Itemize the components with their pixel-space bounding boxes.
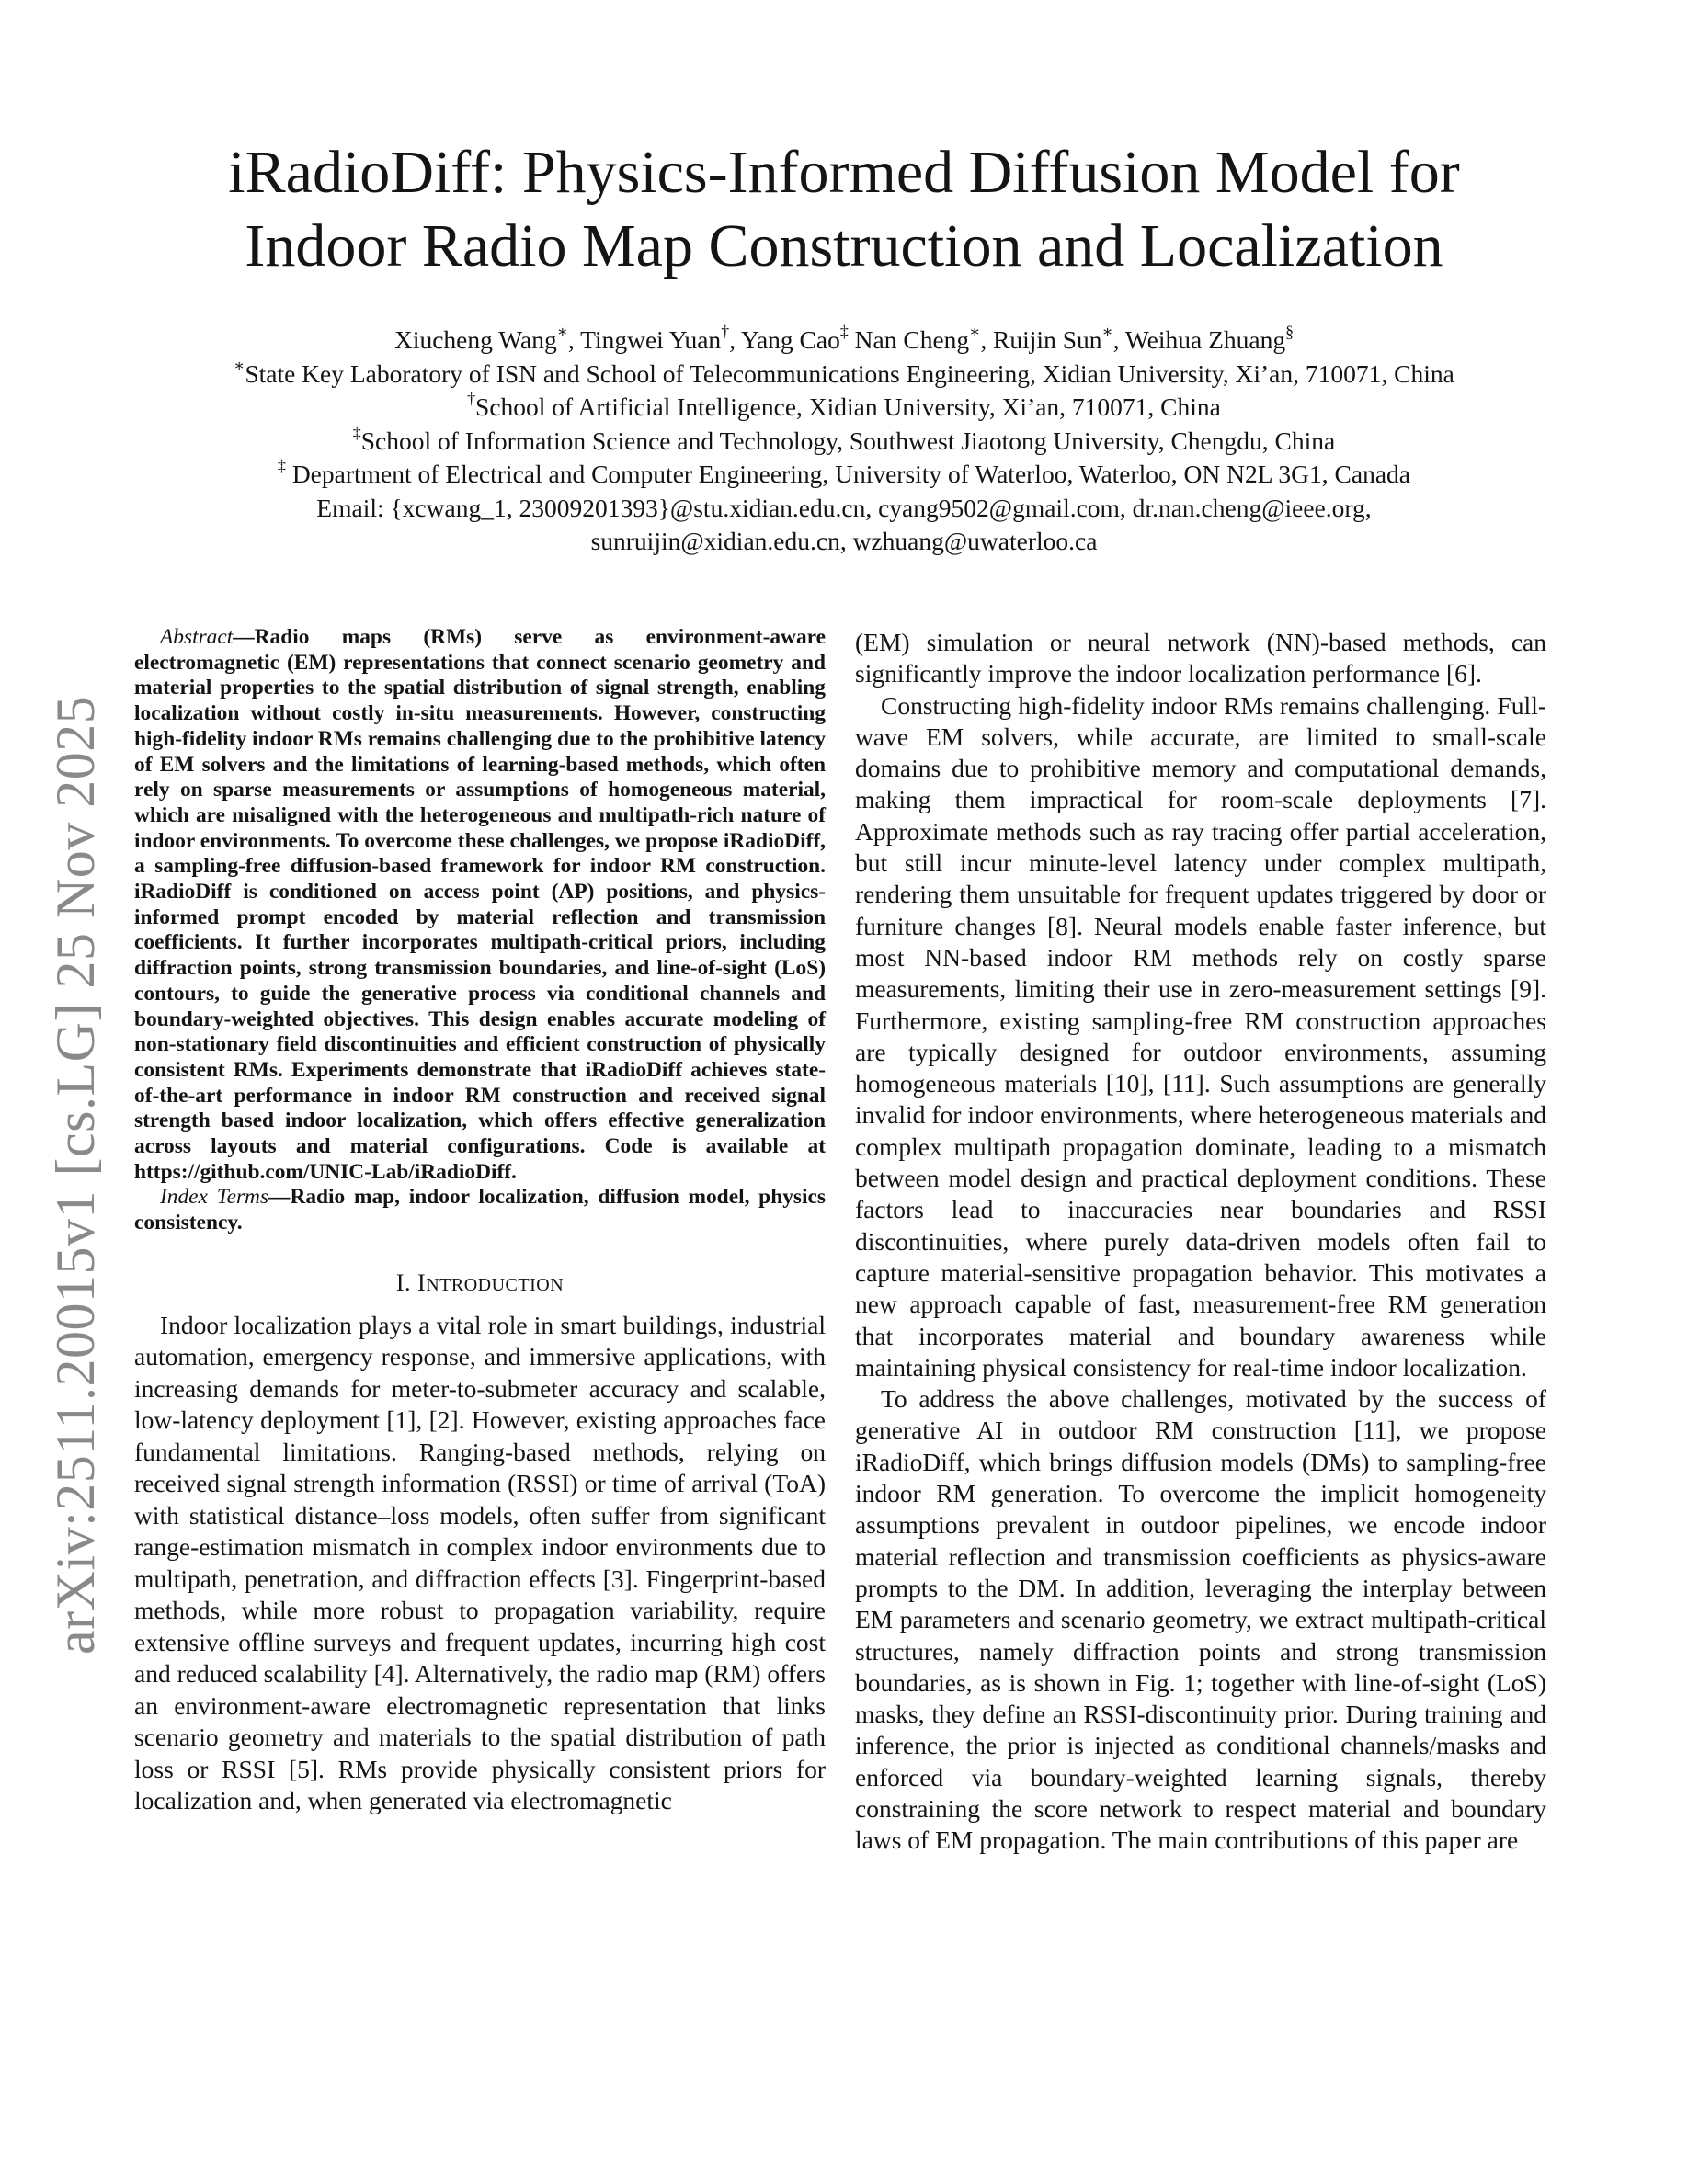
- index-terms: [134, 1185, 826, 1235]
- title-line-1: iRadioDiff: Physics-Informed Diffusion Model for: [228, 139, 1460, 206]
- affil-mark: ‡: [278, 456, 286, 475]
- author: Nan Cheng: [854, 325, 970, 354]
- author-block: [138, 324, 1550, 559]
- dash: —: [268, 1185, 291, 1210]
- affil-mark: †: [467, 389, 476, 408]
- right-column: [855, 627, 1546, 1857]
- author: Weihua Zhuang: [1124, 325, 1286, 354]
- intro-paragraph-1: Indoor localization plays a vital role in smart buildings, industrial automation, emergency response, and immersive applications, with increasing demands for meter-to-submeter accuracy and scalable, low-latency deployment [1], [2]. However, existing approaches face fundamental limitations. Ranging-based methods, relying on received signal strength information (RSSI) or time of arrival (ToA) with statistical distance–loss models, often suffer from significant range-estimation mismatch in complex indoor environments due to multipath, penetration, and diffraction effects [3]. Fingerprint-based methods, while more robust to propagation variability, require extensive offline surveys and frequent updates, incurring high cost and reduced scalability [4]. Alternatively, the radio map (RM) offers an environment-aware electromagnetic representation that links scenario geometry and materials to the spatial distribution of path loss or RSSI [5]. RMs provide physically consistent priors for localization and, when generated via electromagnetic: [134, 1310, 826, 1815]
- email-line: Email: {xcwang_1, 23009201393}@stu.xidian.edu.cn, cyang9502@gmail.com, dr.nan.cheng@ieee.org,: [316, 493, 1372, 522]
- affiliation: [138, 391, 1550, 425]
- author: Xiucheng Wang: [393, 325, 557, 354]
- affil-mark: §: [1285, 322, 1295, 341]
- section-initial: I: [417, 1268, 427, 1296]
- email-line: sunruijin@xidian.edu.cn, wzhuang@uwaterloo.ca: [590, 527, 1098, 555]
- section-heading-introduction: [134, 1269, 826, 1299]
- affiliation-text: School of Artificial Intelligence, Xidian University, Xi’an, 710071, China: [475, 392, 1221, 421]
- arxiv-identifier-stamp: arXiv:2511.20015v1 [cs.LG] 25 Nov 2025: [45, 695, 106, 1655]
- affil-mark: ∗: [969, 322, 981, 341]
- paper-title: [138, 136, 1550, 283]
- abstract-label: Abstract: [160, 625, 234, 649]
- intro-paragraph-2: Constructing high-fidelity indoor RMs remains challenging. Full-wave EM solvers, while accurate, are limited to small-scale domains due to prohibitive memory and computational demands, making them impractical for room-scale deployments [7]. Approximate methods such as ray tracing offer partial acceleration, but still incur minute-level latency under complex multipath, rendering them unsuitable for frequent updates triggered by door or furniture changes [8]. Neural models enable faster inference, but most NN-based indoor RM methods rely on costly sparse measurements, limiting their use in zero-measurement settings [9]. Furthermore, existing sampling-free RM construction approaches are typically designed for outdoor environments, assuming homogeneous materials [10], [11]. Such assumptions are generally invalid for indoor environments, where heterogeneous materials and complex multipath propagation dominate, leading to a mismatch between model design and practical deployment conditions. These factors lead to inaccuracies near boundaries and RSSI discontinuities, where purely data-driven models often fail to capture material-sensitive propagation behavior. This motivates a new approach capable of fast, measurement-free RM generation that incorporates material and boundary awareness while maintaining physical consistency for real-time indoor localization.: [855, 690, 1546, 1382]
- author: Tingwei Yuan: [580, 325, 722, 354]
- title-line-2: Indoor Radio Map Construction and Localization: [245, 212, 1443, 279]
- dash: —: [233, 625, 255, 649]
- section-title-rest: NTRODUCTION: [426, 1274, 565, 1295]
- index-terms-label: Index Terms: [160, 1185, 269, 1210]
- abstract: [134, 625, 826, 1185]
- left-column: [134, 625, 826, 1817]
- intro-paragraph-3: To address the above challenges, motivated by the success of generative AI in outdoor RM construction [11], we propose iRadioDiff, which brings diffusion models (DMs) to sampling-free indoor RM generation. To overcome the implicit homogeneity assumptions prevalent in outdoor pipelines, we encode indoor material reflection and transmission coefficients as physics-aware prompts to the DM. In addition, leveraging the interplay between EM parameters and scenario geometry, we extract multipath-critical structures, namely diffraction points and strong transmission boundaries, as is shown in Fig. 1; together with line-of-sight (LoS) masks, they define an RSSI-discontinuity prior. During training and inference, the prior is injected as conditional channels/masks and enforced via boundary-weighted learning signals, thereby constraining the score network to respect material and boundary laws of EM propagation. The main contributions of this paper are: [855, 1384, 1546, 1855]
- affil-mark: †: [721, 322, 730, 341]
- separator: ,: [567, 325, 581, 354]
- affiliation: [138, 425, 1550, 459]
- author: Yang Cao: [740, 325, 840, 354]
- affil-mark: ‡: [352, 423, 361, 441]
- section-numeral: I.: [395, 1268, 418, 1296]
- affiliation: [138, 358, 1550, 392]
- affil-mark: ∗: [1101, 322, 1113, 341]
- affiliation-text: School of Information Science and Technology, Southwest Jiaotong University, Chengdu, China: [360, 426, 1336, 455]
- separator: ,: [980, 325, 994, 354]
- affiliation-text: Department of Electrical and Computer Engineering, University of Waterloo, Waterloo, ON N2L 3G1, Canada: [285, 460, 1410, 488]
- index-terms-text: Radio map, indoor localization, diffusion model, physics consistency.: [134, 1185, 826, 1235]
- separator: ,: [1112, 325, 1125, 354]
- affil-mark: ‡: [839, 322, 849, 341]
- affiliation: [138, 458, 1550, 492]
- affil-mark: ∗: [556, 322, 568, 341]
- author: Ruijin Sun: [993, 325, 1102, 354]
- intro-paragraph-1-continued: (EM) simulation or neural network (NN)-based methods, can significantly improve the indoor localization performance [6].: [855, 628, 1546, 688]
- abstract-text: Radio maps (RMs) serve as environment-aware electromagnetic (EM) representations that connect scenario geometry and material properties to the spatial distribution of signal strength, enabling localization without costly in-situ measurements. However, constructing high-fidelity indoor RMs remains challenging due to the prohibitive latency of EM solvers and the limitations of learning-based methods, which often rely on sparse measurements or assumptions of homogeneous material, which are misaligned with the heterogeneous and multipath-rich nature of indoor environments. To overcome these challenges, we propose iRadioDiff, a sampling-free diffusion-based framework for indoor RM construction. iRadioDiff is conditioned on access point (AP) positions, and physics-informed prompt encoded by material reflection and transmission coefficients. It further incorporates multipath-critical priors, including diffraction points, strong transmission boundaries, and line-of-sight (LoS) contours, to guide the generative process via conditional channels and boundary-weighted objectives. This design enables accurate modeling of non-stationary field discontinuities and efficient construction of physically consistent RMs. Experiments demonstrate that iRadioDiff achieves state-of-the-art performance in indoor RM construction and received signal strength based indoor localization, which offers effective generalization across layouts and material configurations. Code is available at https://github.com/UNIC-Lab/iRadioDiff.: [134, 625, 826, 1184]
- affil-mark: ∗: [234, 356, 245, 374]
- affiliation-text: State Key Laboratory of ISN and School of Telecommunications Engineering, Xidian University, Xi’an, 710071, China: [245, 358, 1454, 388]
- separator: ,: [729, 325, 741, 354]
- separator: [849, 325, 855, 354]
- author-names: [138, 324, 1550, 358]
